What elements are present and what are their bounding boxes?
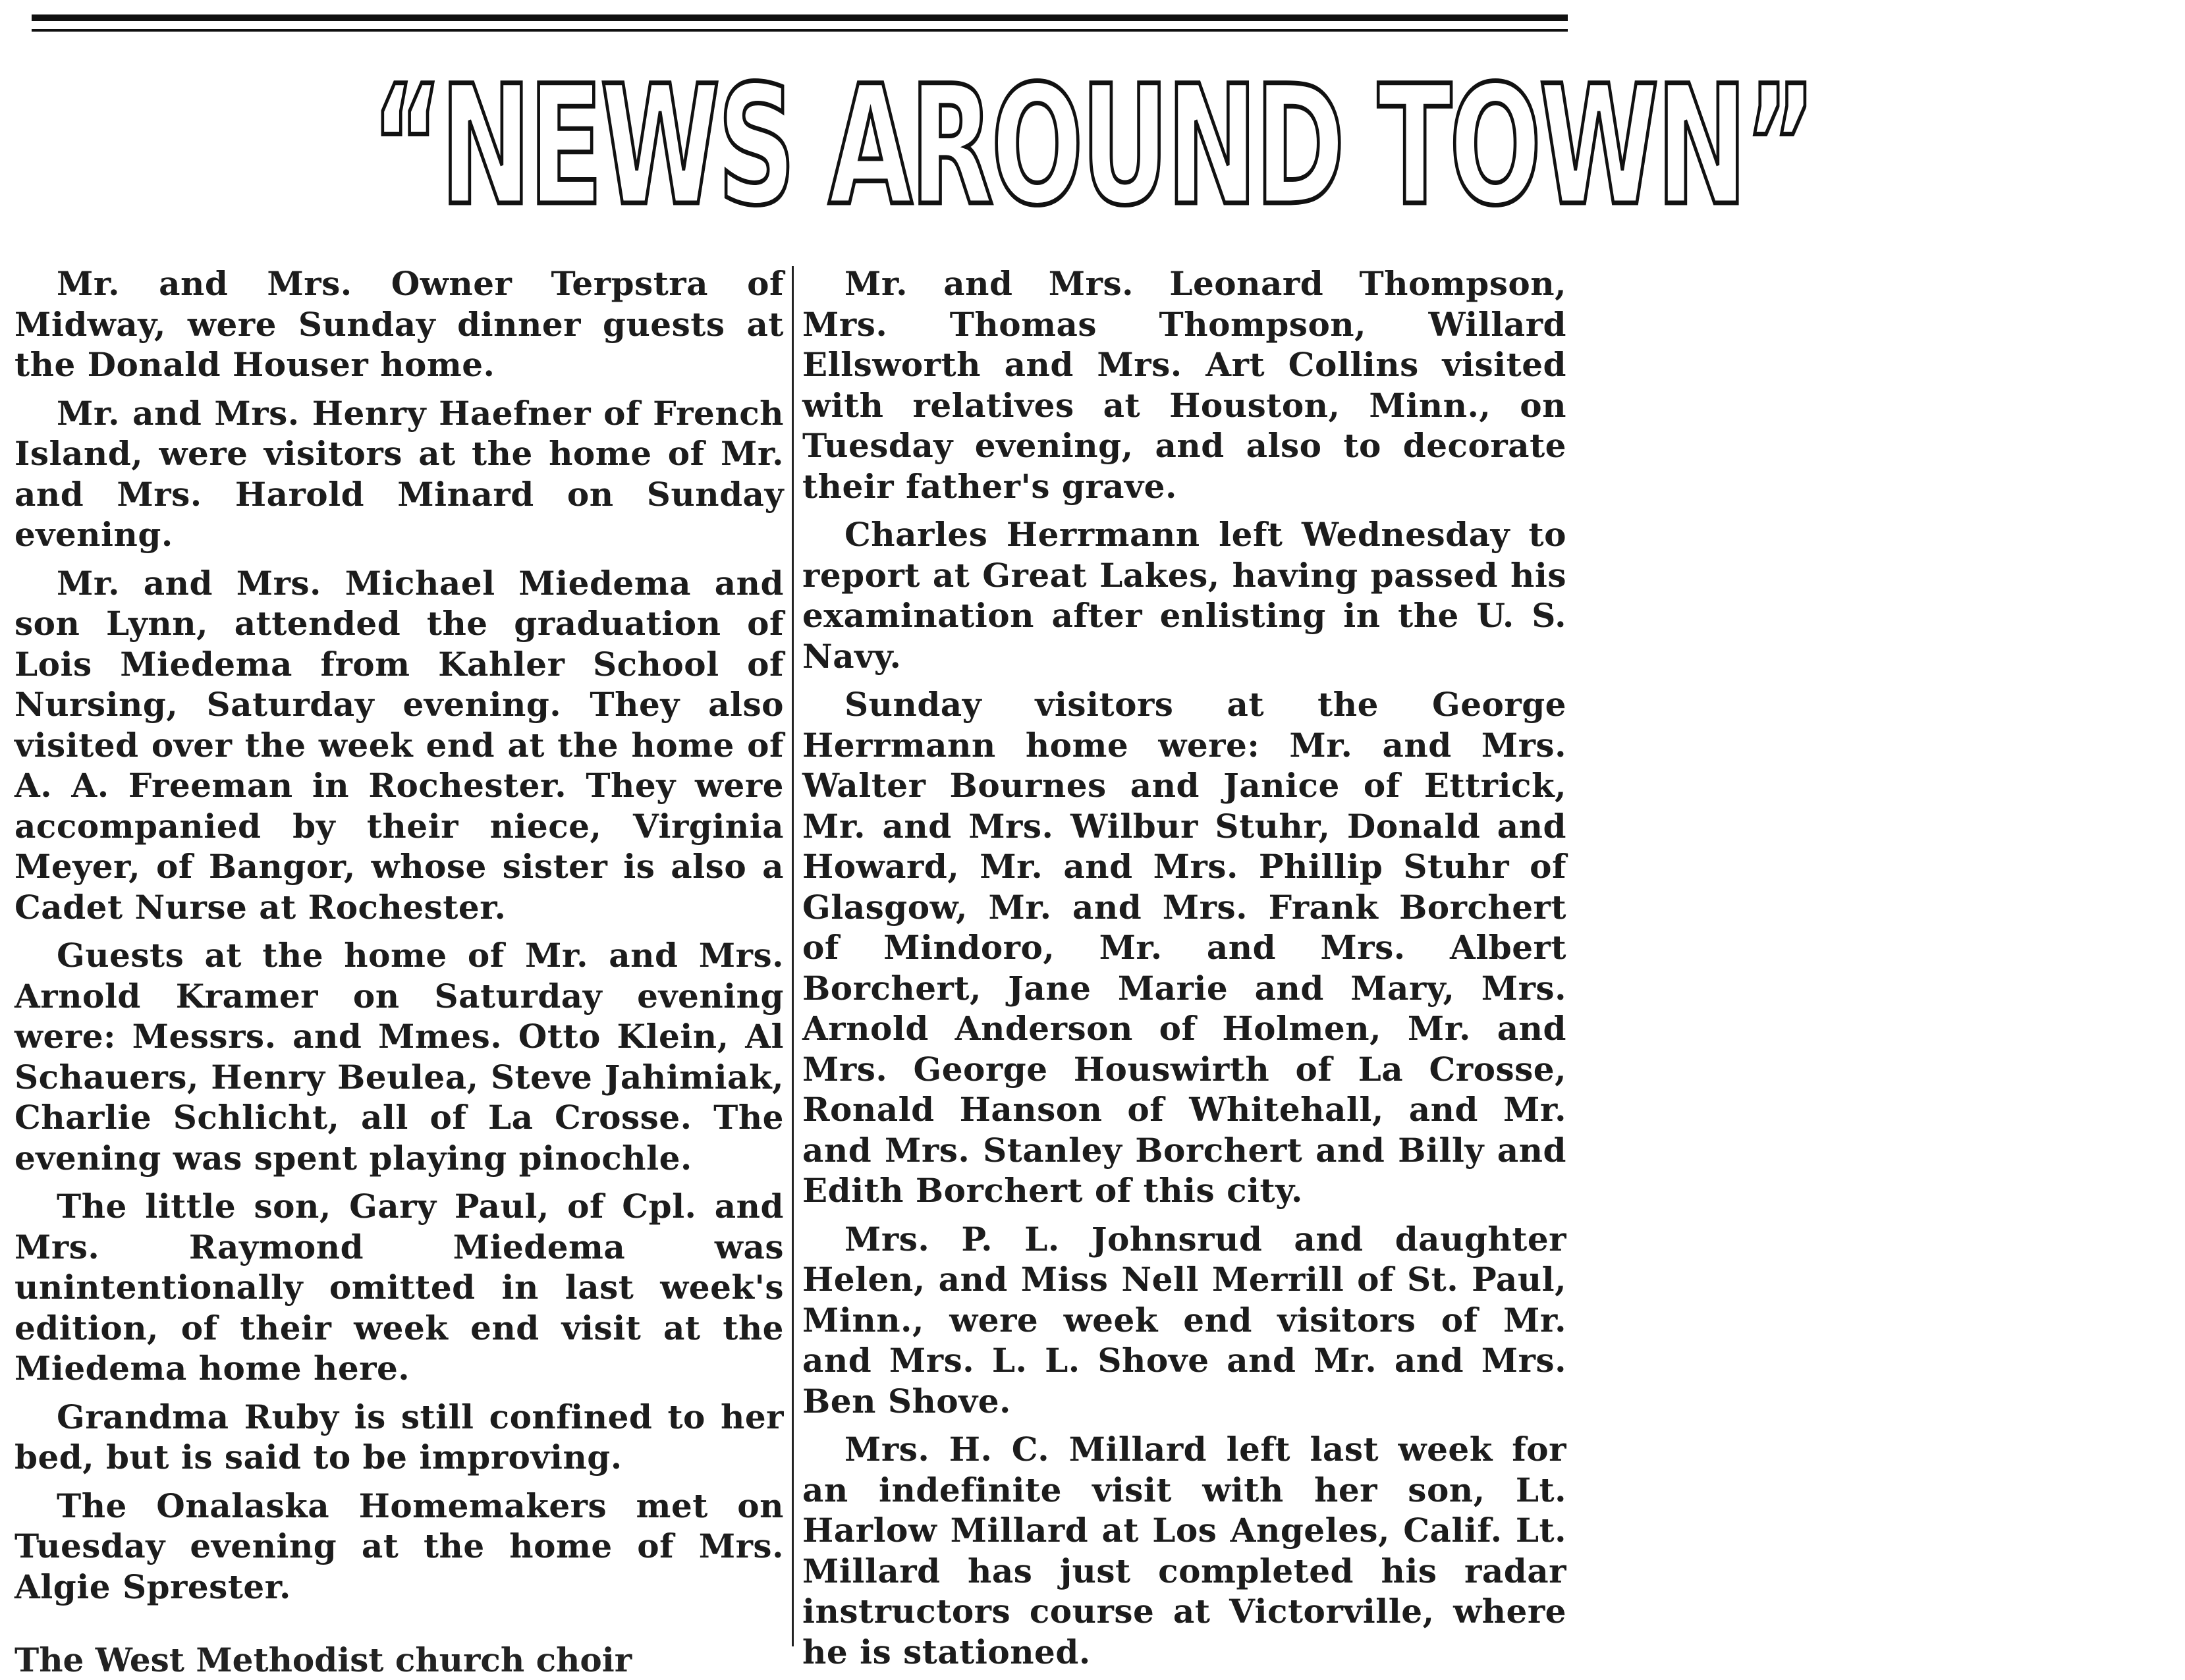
news-item: Grandma Ruby is still confined to her bed, but is said to be improving. [14,1397,784,1477]
news-item: Mrs. H. C. Millard left last week for an indefinite visit with her son, Lt. Harlow Millard at Los Angeles, Calif. Lt. Millard has just completed his radar instructors course at Victorville, where he is stationed. [802,1430,1566,1671]
news-item: Mrs. P. L. Johnsrud and daughter Helen, and Miss Nell Merrill of St. Paul, Minn., were week end visitors of Mr. and Mrs. L. L. Shove and Mr. and Mrs. Ben Shove. [802,1219,1566,1421]
news-item: Mr. and Mrs. Henry Haefner of French Island, were visitors at the home of Mr. and Mrs. Harold Minard on Sunday evening. [14,393,784,554]
news-item: Sunday visitors at the George Herrmann home were: Mr. and Mrs. Walter Bournes and Janice of Ettrick, Mr. and Mrs. Wilbur Stuhr, Donald and Howard, Mr. and Mrs. Phillip Stuhr of Glasgow, Mr. and Mrs. Frank Borchert of Mindoro, Mr. and Mrs. Albert Borchert, Jane Marie and Mary, Mrs. Arnold Anderson of Holmen, Mr. and Mrs. George Houswirth of La Crosse, Ronald Hanson of Whitehall, and Mr. and Mrs. Stanley Borchert and Billy and Edith Borchert of this city. [802,685,1566,1210]
news-item: The little son, Gary Paul, of Cpl. and Mrs. Raymond Miedema was unintentionally omitted in last week's edition, of their week end visit at the Miedema home here. [14,1187,784,1388]
headline-text: “NEWS AROUND TOWN” [371,50,1813,242]
news-item: Mr. and Mrs. Leonard Thompson, Mrs. Thomas Thompson, Willard Ellsworth and Mrs. Art Collins visited with relatives at Houston, Minn., on Tuesday evening, and also to decorate their father's grave. [802,264,1566,506]
news-item: Mr. and Mrs. Michael Miedema and son Lynn, attended the graduation of Lois Miedema from Kahler School of Nursing, Saturday evening. They also visited over the week end at the home of A. A. Freeman in Rochester. They were accompanied by their niece, Virginia Meyer, of Bangor, whose sister is also a Cadet Nurse at Rochester. [14,563,784,927]
news-item: Charles Herrmann left Wednesday to report at Great Lakes, having passed his examination after enlisting in the U. S. Navy. [802,515,1566,676]
news-item: The Onalaska Homemakers met on Tuesday evening at the home of Mrs. Algie Sprester. [14,1486,784,1606]
column-divider [792,266,794,1646]
news-item: Guests at the home of Mr. and Mrs. Arnold Kramer on Saturday evening were: Messrs. and Mmes. Otto Klein, Al Schauers, Henry Beulea, Steve Jahimiak, Charlie Schlicht, all of La Crosse. The evening was spent playing pinochle. [14,936,784,1178]
headline [0,47,1813,245]
top-rule-thick [32,14,1568,21]
left-column [14,263,784,1645]
cut-off-text: The West Methodist church choir [14,1640,632,1679]
top-rule-thin [32,29,1568,32]
right-column [802,263,1566,1671]
news-item: Mr. and Mrs. Owner Terpstra of Midway, were Sunday dinner guests at the Donald Houser home. [14,264,784,384]
